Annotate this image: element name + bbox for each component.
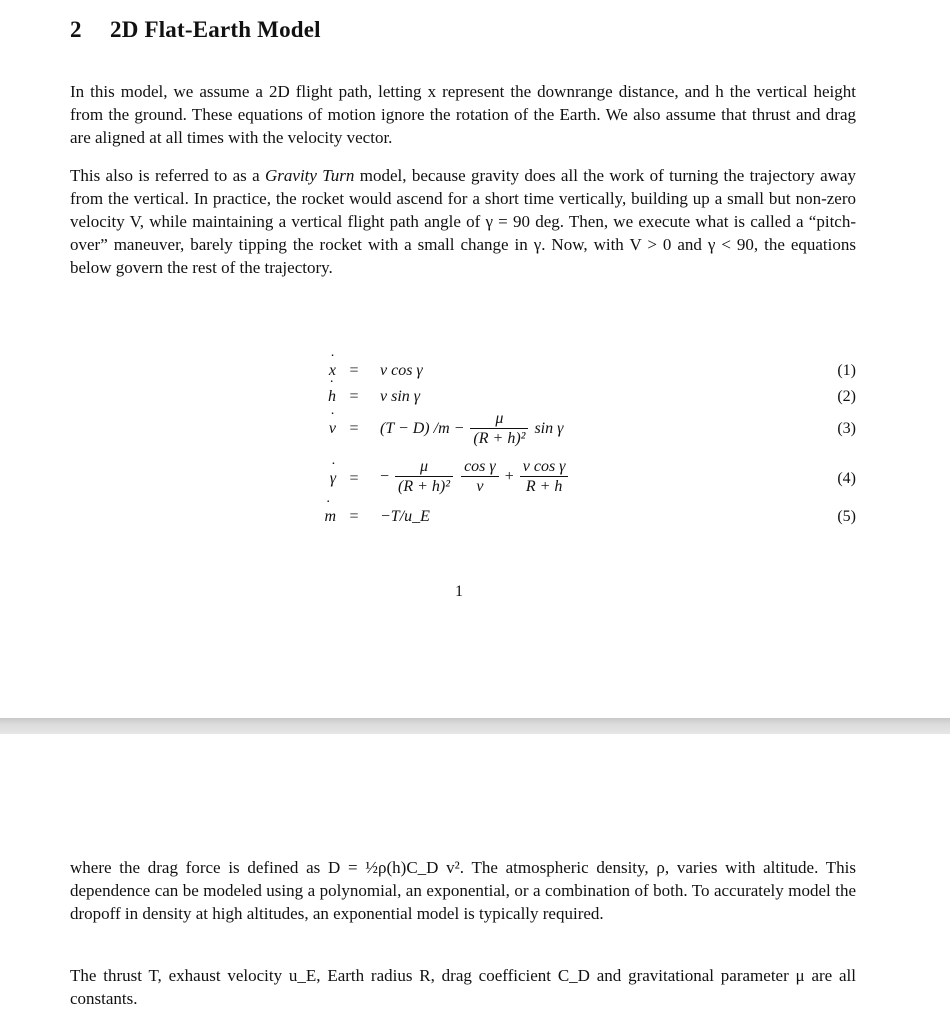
paragraph-intro: In this model, we assume a 2D flight path, letting x represent the downrange distance, and h the vertical height from the ground. These equations of motion ignore the rotation of the Earth. We also assume that thrust and drag are aligned at all times with the velocity vector. — [70, 82, 856, 147]
equation-4 — [300, 458, 860, 502]
eq3-fraction — [470, 410, 528, 449]
eq1-rhs: v cos γ — [380, 362, 423, 379]
equations-of-motion — [300, 360, 860, 540]
eq4-lhs: γ ˙ — [330, 470, 336, 488]
eq2-lhs: h ˙ — [328, 388, 336, 406]
equation-1 — [300, 362, 860, 386]
eq3-rhs-a: (T − D) /m − — [380, 420, 465, 438]
eq4-minus: − — [380, 468, 390, 486]
eq4-fraction-2 — [461, 458, 499, 497]
paragraph-drag: where the drag force is defined as D = ½ρ(h)C_D v². The atmospheric density, ρ, varies with altitude. This dependence can be modeled using a polynomial, an exponential, or a combination of both. To accurately model the dropoff in density at high altitudes, an exponential model is typically required. — [70, 858, 856, 923]
eq2-number: (2) — [837, 388, 856, 405]
eq3-rel: = — [349, 420, 359, 437]
paragraph-gravity-turn-b: model, because gravity does all the work of turning the trajectory away from the vertical. In practice, the rocket would ascend for a short time vertically, building up a small but non-zero velocity V, while maintaining a vertical flight path angle of γ = 90 deg. Then, we execute what is called a “pitch-over” maneuver, barely tipping the rocket with a small change in γ. Now, with V > 0 and γ < 90, the equations below govern the rest of the trajectory. — [70, 166, 856, 277]
paragraph-gravity-turn — [70, 164, 856, 279]
section-heading — [70, 17, 321, 43]
eq4-frac1-num: μ — [395, 458, 453, 477]
equation-3 — [300, 412, 860, 456]
section-number: 2 — [70, 17, 82, 42]
section-title: 2D Flat-Earth Model — [110, 17, 321, 42]
eq2-rel: = — [349, 388, 359, 405]
eq5-rhs: −T/u_E — [380, 508, 430, 525]
eq3-frac-den: (R + h)² — [473, 430, 526, 447]
page-separator — [0, 718, 950, 734]
eq3-number: (3) — [837, 420, 856, 437]
eq2-rhs: v sin γ — [380, 388, 421, 405]
eq5-rel: = — [349, 508, 359, 525]
eq4-frac2-num: cos γ — [461, 458, 499, 477]
eq4-number: (4) — [837, 470, 856, 487]
eq3-rhs-b: sin γ — [534, 420, 564, 438]
eq3-lhs: v ˙ — [329, 420, 336, 438]
eq4-rel: = — [349, 470, 359, 487]
page-2 — [0, 734, 950, 1024]
eq5-number: (5) — [837, 508, 856, 525]
eq1-number: (1) — [837, 362, 856, 379]
eq1-rel: = — [349, 362, 359, 379]
equation-5 — [300, 508, 860, 532]
eq4-fraction-1 — [395, 458, 453, 497]
gravity-turn-term: Gravity Turn — [265, 166, 355, 185]
eq4-frac2-den: v — [476, 478, 484, 495]
paragraph-gravity-turn-a: This also is referred to as a — [70, 166, 265, 185]
eq3-frac-num: μ — [470, 410, 528, 429]
eq4-frac1-den: (R + h)² — [398, 478, 451, 495]
eq1-lhs: x ˙ — [329, 362, 336, 380]
eq4-fraction-3 — [520, 458, 569, 497]
paragraph-constants: The thrust T, exhaust velocity u_E, Earth radius R, drag coefficient C_D and gravitational parameter μ are all constants. — [70, 966, 856, 1008]
eq4-frac3-num: v cos γ — [520, 458, 569, 477]
eq4-frac3-den: R + h — [525, 478, 563, 495]
eq4-plus: + — [504, 468, 514, 486]
page-number: 1 — [455, 583, 463, 600]
equation-2 — [300, 388, 860, 412]
eq5-lhs: m ˙ — [324, 508, 336, 526]
